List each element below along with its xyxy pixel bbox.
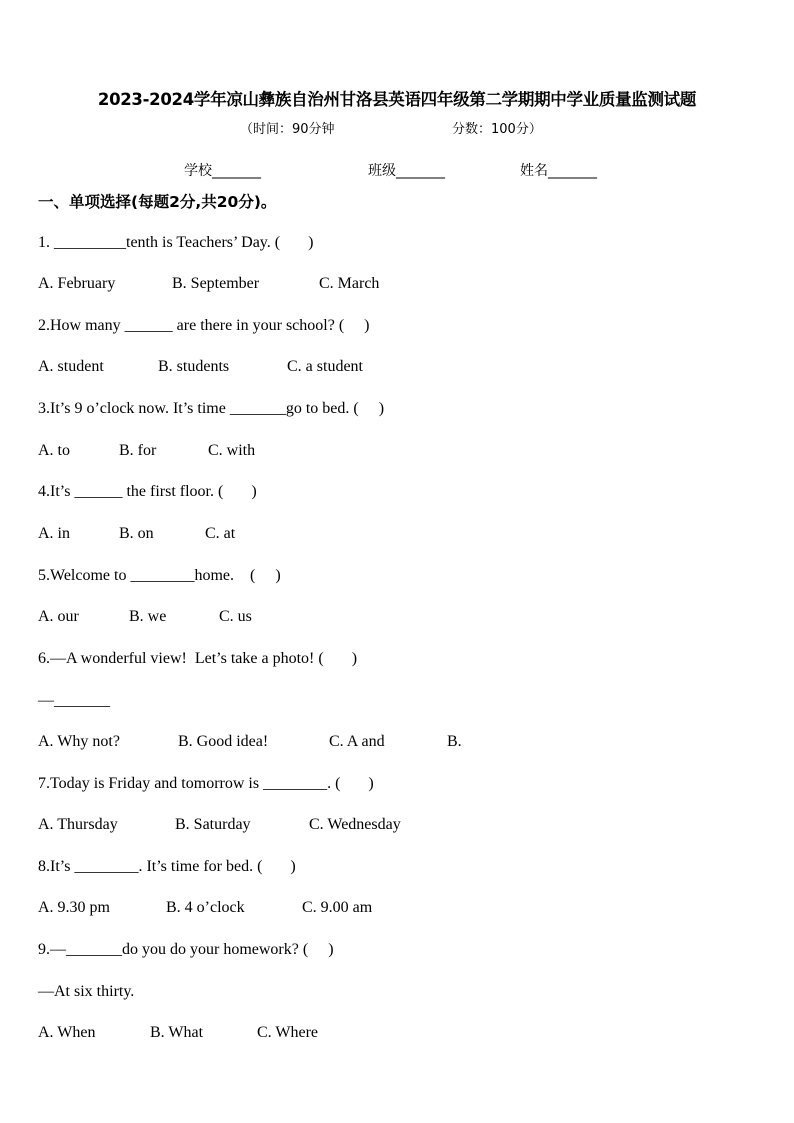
question-3-option-c: C. with xyxy=(208,442,256,459)
question-2-option-c: C. a student xyxy=(287,358,363,375)
name-field: 姓名_______ xyxy=(520,163,597,179)
question-4-option-b: B. on xyxy=(119,525,154,542)
section-heading: 一、单项选择(每题2分,共20分)。 xyxy=(38,193,277,211)
question-2-option-b: B. students xyxy=(158,358,230,375)
question-1-stem: 1. _________tenth is Teachers’ Day. ( ) xyxy=(38,234,314,251)
question-5-stem: 5.Welcome to ________home. ( ) xyxy=(38,567,281,584)
question-9-option-b: B. What xyxy=(150,1024,204,1041)
question-3-stem: 3.It’s 9 o’clock now. It’s time _______go to bed. ( ) xyxy=(38,400,385,417)
exam-score: 分数：100分） xyxy=(452,122,542,137)
question-8-option-c: C. 9.00 am xyxy=(302,899,373,916)
question-7-option-b: B. Saturday xyxy=(175,816,251,833)
question-3-option-b: B. for xyxy=(119,442,157,459)
question-3-option-a: A. to xyxy=(38,442,70,459)
question-9-option-a: A. When xyxy=(38,1024,96,1041)
question-8-option-b: B. 4 o’clock xyxy=(166,899,245,916)
question-5-option-a: A. our xyxy=(38,608,79,625)
question-9-reply: —At six thirty. xyxy=(38,983,135,1000)
class-field: 班级_______ xyxy=(368,163,445,179)
exam-time: （时间：90分钟 xyxy=(240,122,335,137)
exam-title: 2023-2024学年凉山彝族自治州甘洛县英语四年级第二学期期中学业质量监测试题 xyxy=(97,90,697,109)
question-6-option-c-continued: B. xyxy=(447,733,462,750)
question-2-stem: 2.How many ______ are there in your school? ( ) xyxy=(38,317,370,334)
question-8-stem: 8.It’s ________. It’s time for bed. ( ) xyxy=(38,858,296,875)
question-5-option-b: B. we xyxy=(129,608,167,625)
question-4-option-a: A. in xyxy=(38,525,70,542)
question-4-option-c: C. at xyxy=(205,525,236,542)
question-7-stem: 7.Today is Friday and tomorrow is ________. ( ) xyxy=(38,775,374,792)
question-9-stem: 9.—_______do you do your homework? ( ) xyxy=(38,941,334,958)
question-7-option-c: C. Wednesday xyxy=(309,816,401,833)
question-8-option-a: A. 9.30 pm xyxy=(38,899,110,916)
question-6-option-a: A. Why not? xyxy=(38,733,120,750)
question-1-option-b: B. September xyxy=(172,275,260,292)
question-2-option-a: A. student xyxy=(38,358,104,375)
question-9-option-c: C. Where xyxy=(257,1024,319,1041)
question-6-stem: 6.—A wonderful view! Let’s take a photo! ( ) xyxy=(38,650,358,667)
question-5-option-c: C. us xyxy=(219,608,252,625)
question-4-stem: 4.It’s ______ the first floor. ( ) xyxy=(38,483,257,500)
question-1-option-c: C. March xyxy=(319,275,380,292)
school-field: 学校_______ xyxy=(184,163,261,179)
question-6-option-b: B. Good idea! xyxy=(178,733,269,750)
question-6-reply: —_______ xyxy=(38,692,110,709)
question-7-option-a: A. Thursday xyxy=(38,816,118,833)
question-1-option-a: A. February xyxy=(38,275,116,292)
question-6-option-c: C. A and xyxy=(329,733,385,750)
